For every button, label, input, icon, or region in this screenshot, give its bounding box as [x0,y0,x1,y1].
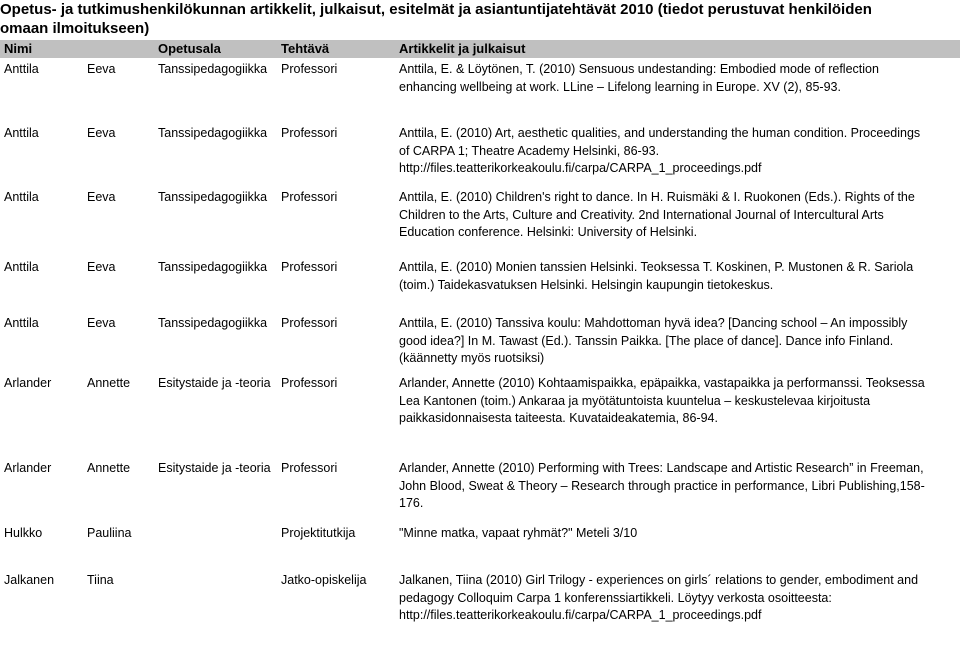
cell-surname: Anttila [4,62,39,76]
cell-reference [399,525,959,543]
cell-firstname: Tiina [87,573,114,587]
cell-firstname: Annette [87,376,131,390]
reference-line: Anttila, E. (2010) Tanssiva koulu: Mahdottoman hyvä idea? [Dancing school – An impossibly [399,316,908,330]
cell-firstname: Annette [87,461,131,475]
reference-line: of CARPA 1; Theatre Academy Helsinki, 86-93. [399,143,660,158]
title-line-2: omaan ilmoitukseen) [0,20,150,37]
reference-line: (käännetty myös ruotsiksi) [399,351,545,365]
reference-line: good idea?] In M. Tawast (Ed.). Tanssin Paikka. [The place of dance]. Dance info Finland. [399,333,894,348]
reference-line: Anttila, E. & Löytönen, T. (2010) Sensuous undestanding: Embodied mode of reflection [399,62,879,76]
cell-opetusala: Tanssipedagogiikka [158,316,268,330]
cell-tehtava: Professori [281,62,338,76]
reference-line: John Blood, Sweat & Theory – Research through practice in performance, Libri Publishing,158- [399,478,925,493]
cell-tehtava: Professori [281,461,338,475]
column-header-tehtava: Tehtävä [281,41,330,56]
cell-firstname: Eeva [87,190,116,204]
cell-reference [399,572,959,625]
cell-surname: Jalkanen [4,573,55,587]
cell-reference [399,189,959,242]
reference-line: http://files.teatterikorkeakoulu.fi/carpa/CARPA_1_proceedings.pdf [399,608,762,622]
reference-line: pedagogy Colloquim Carpa 1 konferenssiartikkeli. Löytyy verkosta osoitteesta: [399,590,832,605]
cell-firstname: Eeva [87,316,116,330]
reference-line: Arlander, Annette (2010) Performing with Trees: Landscape and Artistic Research” in Freeman, [399,461,924,475]
document-title [0,0,950,38]
reference-line: http://files.teatterikorkeakoulu.fi/carpa/CARPA_1_proceedings.pdf [399,161,762,175]
cell-opetusala: Esitystaide ja -teoria [158,376,271,390]
cell-tehtava: Professori [281,376,338,390]
cell-surname: Arlander [4,461,52,475]
reference-line: "Minne matka, vapaat ryhmät?" Meteli 3/10 [399,526,638,540]
cell-tehtava: Professori [281,190,338,204]
cell-tehtava: Professori [281,316,338,330]
cell-reference [399,125,959,178]
cell-surname: Anttila [4,260,39,274]
reference-line: enhancing wellbeing at work. LLine – Lifelong learning in Europe. XV (2), 85-93. [399,79,841,94]
cell-firstname: Eeva [87,260,116,274]
cell-surname: Anttila [4,316,39,330]
cell-reference [399,61,959,96]
cell-tehtava: Projektitutkija [281,526,356,540]
reference-line: Children to the Arts, Culture and Creativity. 2nd International Journal of Intercultural Arts [399,207,884,222]
reference-line: Anttila, E. (2010) Monien tanssien Helsinki. Teoksessa T. Koskinen, P. Mustonen & R. Sariola [399,260,914,274]
cell-tehtava: Jatko-opiskelija [281,573,367,587]
cell-opetusala: Esitystaide ja -teoria [158,461,271,475]
cell-reference [399,315,959,368]
table-header [0,40,960,58]
cell-opetusala: Tanssipedagogiikka [158,260,268,274]
cell-reference [399,259,959,294]
column-header-nimi: Nimi [4,41,33,56]
reference-line: paikkasidonnaisesta taiteesta. Kuvataideakatemia, 86-94. [399,411,718,425]
cell-firstname: Eeva [87,126,116,140]
reference-line: Jalkanen, Tiina (2010) Girl Trilogy - experiences on girls´ relations to gender, embodiment and [399,573,919,587]
cell-opetusala: Tanssipedagogiikka [158,190,268,204]
cell-tehtava: Professori [281,126,338,140]
cell-surname: Anttila [4,126,39,140]
reference-line: Lea Kantonen (toim.) Ankaraa ja myötätuntoista kuuntelua – keskustelevaa kirjoitusta [399,393,871,408]
cell-opetusala: Tanssipedagogiikka [158,126,268,140]
cell-surname: Anttila [4,190,39,204]
reference-line: Anttila, E. (2010) Art, aesthetic qualities, and understanding the human condition. Proceedings [399,126,921,140]
reference-line: Education conference. Helsinki: University of Helsinki. [399,225,698,239]
cell-reference [399,460,959,513]
title-line-1: Opetus- ja tutkimushenkilökunnan artikkelit, julkaisut, esitelmät ja asiantuntijatehtävät 2010 (tiedot perustuvat henkilöiden [0,1,872,18]
cell-firstname: Eeva [87,62,116,76]
column-header-artikkelit: Artikkelit ja julkaisut [399,41,526,56]
reference-line: Anttila, E. (2010) Children's right to dance. In H. Ruismäki & I. Ruokonen (Eds.). Rights of the [399,190,915,204]
cell-firstname: Pauliina [87,526,132,540]
reference-line: (toim.) Taidekasvatuksen Helsinki. Helsingin kaupungin tietokeskus. [399,277,774,292]
reference-line: Arlander, Annette (2010) Kohtaamispaikka, epäpaikka, vastapaikka ja performanssi. Teoksessa [399,376,925,390]
cell-tehtava: Professori [281,260,338,274]
reference-line: 176. [399,496,424,510]
cell-surname: Hulkko [4,526,43,540]
cell-surname: Arlander [4,376,52,390]
cell-opetusala: Tanssipedagogiikka [158,62,268,76]
column-header-opetusala: Opetusala [158,41,221,56]
cell-reference [399,375,959,428]
